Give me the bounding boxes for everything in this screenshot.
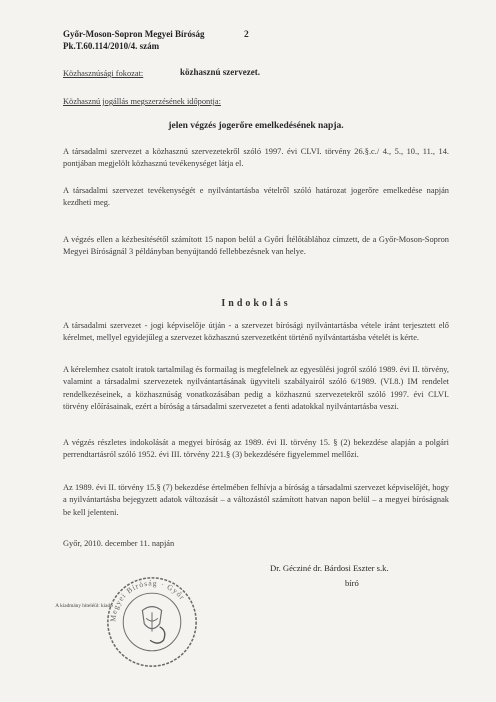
status-value: közhasznú szervezet. bbox=[180, 67, 260, 77]
paragraph-appeal: A végzés ellen a kézbesítésétől számított 15 napon belül a Győri Ítélőtáblához címzett, de a Győr-Moson-Sopron Megyei Bíróságnál 3 példányban benyújtandó fellebbezésnek van helye. bbox=[63, 235, 449, 257]
reasoning-heading: Indokolás bbox=[221, 298, 291, 309]
date-label: Közhasznú jogállás megszerzésének időpontja: bbox=[63, 97, 221, 106]
seal-text: Megyei Bíróság · Győr bbox=[108, 578, 188, 623]
reasoning-paragraph: A társadalmi szervezet - jogi képviselője útján - a szervezet bírósági nyilvántartásba vétele iránt terjesztett elő kérelmet, mellyel egyidejűleg a szervezet közhasznú szervezetként történő nyilvántartásba vételét is kérte. bbox=[63, 321, 449, 343]
paragraph-start: A társadalmi szervezet tevékenységét e nyilvántartásba vételről szóló határozat jogerőre emelkedése napján kezdheti meg. bbox=[63, 186, 449, 208]
reasoning-paragraph: A végzés részletes indokolását a megyei bíróság az 1989. évi II. törvény 15. § (2) bekezdése alapján a polgári perrendtartásról szóló 1952. évi III. törvény 221.§ (3) bekezdésére figyelemmel mellőzi. bbox=[63, 438, 449, 460]
svg-text:Megyei Bíróság · Győr bbox=[108, 578, 187, 622]
signatory-name: Dr. Gécziné dr. Bárdosi Eszter s.k. bbox=[270, 563, 389, 573]
court-seal bbox=[104, 574, 200, 670]
signatory-role: bíró bbox=[345, 578, 359, 588]
paragraph-activity: A társadalmi szervezet a közhasznú szervezetekről szóló 1997. évi CLVI. törvény 26.§.c./ 4., 5., 10., 11., 14. pontjában megjelölt közhasznú tevékenységet látja el. bbox=[63, 147, 449, 169]
reasoning-paragraph: A kérelemhez csatolt iratok tartalmilag és formailag is megfelelnek az egyesülési jogról szóló 1989. évi II. törvény, valamint a társadalmi szervezetek nyilvántartásának ügyviteli szabályairól szóló 6/1989. (VI.8.) IM rendelet rendelkezéseinek, a közhasznúság vonatkozásában pedig a közhasznú szervezetekről szóló 1997. évi CLVI. törvény előírásainak, ezért a bíróság a társadalmi szervezetet a fenti adatokkal nyilvántartásba veszi. bbox=[63, 365, 449, 411]
status-label: Közhasznúsági fokozat: bbox=[63, 69, 144, 78]
court-name: Győr-Moson-Sopron Megyei Bíróság bbox=[63, 29, 205, 39]
date-line: Győr, 2010. december 11. napján bbox=[63, 539, 175, 548]
date-value: jelen végzés jogerőre emelkedésének napja. bbox=[168, 121, 344, 131]
certification-note: A kiadmány hiteléül: kiadó bbox=[55, 603, 113, 609]
case-number: Pk.T.60.114/2010/4. szám bbox=[63, 41, 160, 51]
reasoning-paragraph: Az 1989. évi II. törvény 15.§ (7) bekezdése értelmében felhívja a bíróság a társadalmi szervezet képviselőjét, hogy a nyilvántartásba bejegyzett adatok változását – a változástól számított hatvan napon belül – a megyei bíróságnak be kell jelenteni. bbox=[63, 483, 449, 517]
page-number: 2 bbox=[244, 30, 249, 40]
